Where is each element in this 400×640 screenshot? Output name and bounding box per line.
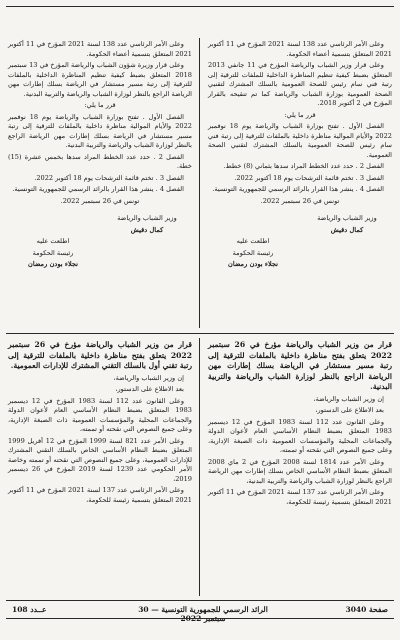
paragraph: الفصل 3 . تختم قائمة الترشحات يوم 18 أكتوبر 2022. bbox=[34, 173, 184, 182]
paragraph: وعلى قرار وزير الشباب والرياضة المؤرخ في 11 جانفي 2013 المتعلق بضبط كيفية تنظيم المناظرة الداخلية للملفات للترقية إلى رتبة فني سام رئيس للصحة العمومية بالسلك المشترك لتقنيي الصحة العمومية بوزارة الشباب والرياضة كما تم تنقيحه بالقرار المؤرخ في 2 أكتوبر 2018. bbox=[208, 61, 392, 107]
date-line: تونس في 26 سبتمبر 2022. bbox=[60, 196, 140, 205]
page-footer bbox=[0, 602, 400, 618]
column-divider bbox=[199, 338, 200, 596]
paragraph: الفصل الأول . تفتح بوزارة الشباب والرياضة يوم 18 نوفمبر 2022 والأيام الموالية مناظرة داخلية بالملفات للترقية إلى رتبة فني سام رئيس للصحة العمومية بالسلك المشترك لتقنيي الصحة العمومية. bbox=[208, 122, 392, 159]
paragraph: الفصل الأول . تفتح بوزارة الشباب والرياضة يوم 18 نوفمبر 2022 والأيام الموالية مناظرة داخلية بالملفات للترقية إلى رتبة مسير مستشار في الرياضة بسلك إطارات مهن الرياضة الراجع بالنظر لوزارة الشباب والرياضة والتربية البدنية. bbox=[8, 112, 192, 149]
paragraph: وعلى القانون عدد 112 لسنة 1983 المؤرخ في 12 ديسمبر 1983 المتعلق بضبط النظام الأساسي العام لأعوان الدولة والجماعات المحلية والمؤسسات العمومية ذات الصبغة الإدارية، وعلى جميع النصوص التي نقحته أو تممته، bbox=[208, 417, 392, 455]
signature-approved: اطلعت عليه bbox=[236, 237, 270, 245]
right-column-bottom bbox=[208, 340, 392, 509]
signature-title: وزير الشباب والرياضة bbox=[117, 214, 177, 222]
signature-name: نجلاء بودن رمضان bbox=[27, 260, 79, 268]
left-column-bottom bbox=[8, 340, 192, 507]
paragraph: وعلى الأمر الرئاسي عدد 138 لسنة 2021 المؤرخ في 11 أكتوبر 2021 المتعلق بتسمية أعضاء الحكومة. bbox=[208, 40, 392, 58]
signature-name: كمال دقيش bbox=[330, 225, 364, 234]
date-line: تونس في 26 سبتمبر 2022. bbox=[260, 196, 340, 205]
paragraph: بعد الاطلاع على الدستور، bbox=[315, 406, 384, 415]
paragraph: إن وزير الشباب والرياضة، bbox=[113, 373, 184, 382]
paragraph: وعلى الأمر الرئاسي عدد 137 لسنة 2021 المؤرخ في 11 أكتوبر 2021 المتعلق بتسمية رئيسة للحكومة، bbox=[208, 488, 392, 506]
paragraph: الفصل 4 . ينشر هذا القرار بالرائد الرسمي للجمهورية التونسية. bbox=[12, 185, 184, 193]
decree-title: قرار من وزير الشباب والرياضة مؤرخ في 26 سبتمبر 2022 يتعلق بفتح مناظرة داخلية بالملفات للترقية إلى رتبة تقني أول بالسلك التقني المشترك للإدارات العمومية. bbox=[8, 340, 192, 371]
paragraph: بعد الاطلاع على الدستور، bbox=[115, 385, 184, 394]
journal-title: الرائد الرسمي للجمهورية التونسية — 30 bbox=[138, 605, 268, 614]
signature-approved: اطلعت عليه bbox=[36, 237, 70, 245]
signature-name: نجلاء بودن رمضان bbox=[227, 260, 279, 268]
paragraph: الفصل 3 . تختم قائمة الترشحات يوم 18 أكتوبر 2022. bbox=[234, 173, 384, 182]
signature-title: رئيسة الحكومة bbox=[32, 248, 74, 257]
paragraph: الفصل 2 . حدد عدد الخطط المراد سدها بثماني (8) خطط. bbox=[223, 162, 384, 170]
paragraph: قرر ما يلي: bbox=[284, 110, 316, 119]
paragraph: وعلى الأمر عدد 821 لسنة 1999 المؤرخ في 12 أفريل 1999 المتعلق بضبط النظام الأساسي الخاص بالسلك التقني المشترك للإدارات العمومية، وعلى جميع النصوص التي نقحته أو تممته وخاصة الأمر الحكومي عدد 1239 لسنة 2019 المؤرخ في 26 ديسمبر 2019، bbox=[8, 436, 192, 483]
signature-title: وزير الشباب والرياضة bbox=[317, 214, 377, 222]
decree-title: قرار من وزير الشباب والرياضة مؤرخ في 26 سبتمبر 2022 يتعلق بفتح مناظرة داخلية بالملفات للترقية إلى رتبة مسير مستشار في الرياضة بسلك إطارات مهن الرياضة الراجع بالنظر لوزارة الشباب والرياضة والتربية البدنية. bbox=[208, 340, 392, 392]
signature-name: كمال دقيش bbox=[130, 225, 164, 234]
top-rule bbox=[6, 6, 394, 7]
page-number: صفحة 3040 bbox=[345, 605, 388, 614]
paragraph: وعلى الأمر الرئاسي عدد 137 لسنة 2021 المؤرخ في 11 أكتوبر 2021 المتعلق بتسمية رئيسة للحكومة، bbox=[8, 486, 192, 504]
right-column-top bbox=[208, 40, 392, 272]
left-column-top bbox=[8, 40, 192, 272]
issue-number: عــدد 108 bbox=[12, 605, 47, 614]
column-divider bbox=[199, 38, 200, 328]
footer-bottom-rule bbox=[6, 618, 394, 619]
paragraph: الفصل 2 . حدد عدد الخطط المراد سدها بخمس عشرة (15) خطة. bbox=[8, 152, 192, 170]
footer-rule bbox=[6, 600, 394, 601]
paragraph: قرر ما يلي: bbox=[84, 101, 116, 109]
signature-title: رئيسة الحكومة bbox=[232, 248, 274, 257]
paragraph: وعلى القانون عدد 112 لسنة 1983 المؤرخ في 12 ديسمبر 1983 المتعلق بضبط النظام الأساسي العام لأعوان الدولة والجماعات المحلية والمؤسسات العمومية ذات الصبغة الإدارية، وعلى جميع النصوص التي نقحته أو تممته، bbox=[8, 396, 192, 434]
section-rule bbox=[6, 333, 394, 334]
paragraph: إن وزير الشباب والرياضة، bbox=[313, 394, 384, 403]
paragraph: وعلى الأمر عدد 1814 لسنة 2008 المؤرخ في 2 ماي 2008 المتعلق بضبط النظام الأساسي الخاص بسلك إطارات مهن الرياضة الراجع بالنظر لوزارة الشباب والرياضة والتربية البدنية، bbox=[208, 457, 392, 485]
paragraph: الفصل 4 . ينشر هذا القرار بالرائد الرسمي للجمهورية التونسية. bbox=[212, 185, 384, 193]
paragraph: وعلى الأمر الرئاسي عدد 138 لسنة 2021 المؤرخ في 11 أكتوبر 2021 المتعلق بتسمية أعضاء الحكومة. bbox=[8, 40, 192, 58]
paragraph: وعلى قرار وزيرة شؤون الشباب والرياضة المؤرخ في 13 سبتمبر 2018 المتعلق بضبط كيفية تنظيم المناظرة الداخلية بالملفات للترقية إلى رتبة مسير مستشار في الرياضة بسلك إطارات مهن الرياضة الراجع بالنظر لوزارة الشباب والرياضة والتربية البدنية. bbox=[8, 61, 192, 98]
